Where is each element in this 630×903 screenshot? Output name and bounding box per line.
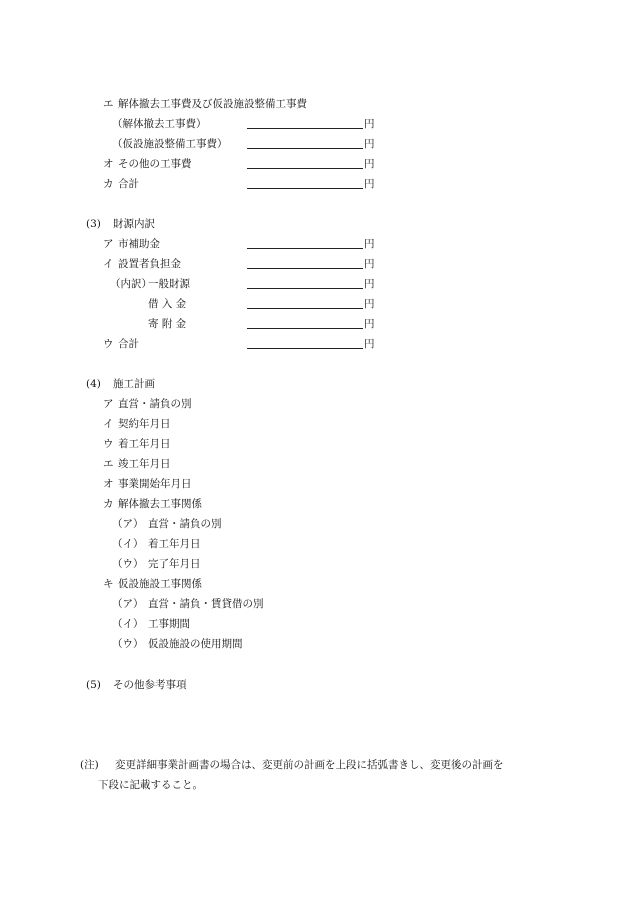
item-o-text: その他の工事費 bbox=[118, 158, 192, 170]
amount-blank-line bbox=[247, 248, 363, 249]
amount-blank-line bbox=[247, 188, 363, 189]
temporary-sub-label: （ア） bbox=[112, 598, 144, 610]
item-e-label: エ bbox=[103, 98, 114, 110]
yen-unit: 円 bbox=[364, 338, 375, 350]
plan-item-label: カ bbox=[103, 498, 114, 510]
temporary-sub-label: （イ） bbox=[112, 618, 144, 630]
breakdown-donations: 寄 附 金 bbox=[148, 318, 187, 330]
item-a-label: ア bbox=[103, 238, 114, 250]
amount-blank-line bbox=[247, 308, 363, 309]
amount-blank-line bbox=[247, 328, 363, 329]
amount-field-city-subsidy[interactable] bbox=[247, 237, 375, 251]
yen-unit: 円 bbox=[364, 178, 375, 190]
amount-field-other-works[interactable] bbox=[247, 157, 375, 171]
section5-heading: その他参考事項 bbox=[113, 679, 187, 691]
amount-blank-line bbox=[247, 128, 363, 129]
section3-number: (3) bbox=[86, 218, 101, 230]
amount-blank-line bbox=[247, 268, 363, 269]
item-u-text: 合計 bbox=[118, 338, 139, 350]
demolition-sub-label: （ア） bbox=[112, 518, 144, 530]
section4-heading: 施工計画 bbox=[113, 378, 155, 390]
yen-unit: 円 bbox=[364, 298, 375, 310]
yen-unit: 円 bbox=[364, 138, 375, 150]
plan-item-label: エ bbox=[103, 458, 114, 470]
item-e-text: 解体撤去工事費及び仮設施設整備工事費 bbox=[118, 98, 307, 110]
item-e-sub-temporary: （仮設施設整備工事費） bbox=[112, 138, 228, 150]
section4-number: (4) bbox=[86, 378, 101, 390]
item-ka-text: 合計 bbox=[118, 178, 139, 190]
amount-blank-line bbox=[247, 148, 363, 149]
amount-field-demolition[interactable] bbox=[247, 117, 375, 131]
amount-blank-line bbox=[247, 288, 363, 289]
note-line-2: 下段に記載すること。 bbox=[98, 779, 203, 791]
amount-field-temporary[interactable] bbox=[247, 137, 375, 151]
plan-item-label: オ bbox=[103, 478, 114, 490]
yen-unit: 円 bbox=[364, 238, 375, 250]
plan-item-label: ア bbox=[103, 398, 114, 410]
yen-unit: 円 bbox=[364, 258, 375, 270]
amount-field-founder-burden[interactable] bbox=[247, 257, 375, 271]
amount-field-loans[interactable] bbox=[247, 297, 375, 311]
item-a-text: 市補助金 bbox=[118, 238, 160, 250]
plan-item-text: 直営・請負の別 bbox=[118, 398, 192, 410]
demolition-sub-label: （イ） bbox=[112, 538, 144, 550]
section3-heading: 財源内訳 bbox=[113, 218, 155, 230]
amount-blank-line bbox=[247, 348, 363, 349]
plan-item-ki-text: 仮設施設工事関係 bbox=[118, 578, 202, 590]
plan-item-label: イ bbox=[103, 418, 114, 430]
amount-field-total-funding[interactable] bbox=[247, 337, 375, 351]
note-label: (注) bbox=[80, 759, 99, 771]
item-e-sub-demolition: （解体撤去工事費） bbox=[112, 118, 207, 130]
temporary-sub-text: 仮設施設の使用期間 bbox=[148, 638, 243, 650]
plan-item-text: 契約年月日 bbox=[118, 418, 171, 430]
temporary-sub-label: （ウ） bbox=[112, 638, 144, 650]
plan-item-text: 着工年月日 bbox=[118, 438, 171, 450]
demolition-sub-label: （ウ） bbox=[112, 558, 144, 570]
plan-item-ki-label: キ bbox=[103, 578, 114, 590]
amount-field-donations[interactable] bbox=[247, 317, 375, 331]
breakdown-label: （内訳） bbox=[110, 278, 152, 290]
demolition-sub-text: 直営・請負の別 bbox=[148, 518, 222, 530]
amount-blank-line bbox=[247, 168, 363, 169]
yen-unit: 円 bbox=[364, 278, 375, 290]
temporary-sub-text: 工事期間 bbox=[148, 618, 190, 630]
yen-unit: 円 bbox=[364, 318, 375, 330]
plan-item-text: 解体撤去工事関係 bbox=[118, 498, 202, 510]
demolition-sub-text: 着工年月日 bbox=[148, 538, 201, 550]
item-u-label: ウ bbox=[103, 338, 114, 350]
demolition-sub-text: 完了年月日 bbox=[148, 558, 201, 570]
item-o-label: オ bbox=[103, 158, 114, 170]
temporary-sub-text: 直営・請負・賃貸借の別 bbox=[148, 598, 264, 610]
breakdown-loans: 借 入 金 bbox=[148, 298, 187, 310]
yen-unit: 円 bbox=[364, 158, 375, 170]
section5-number: (5) bbox=[86, 679, 101, 691]
yen-unit: 円 bbox=[364, 118, 375, 130]
item-i-text: 設置者負担金 bbox=[118, 258, 181, 270]
amount-field-total-works[interactable] bbox=[247, 177, 375, 191]
plan-item-text: 竣工年月日 bbox=[118, 458, 171, 470]
item-ka-label: カ bbox=[103, 178, 114, 190]
plan-item-label: ウ bbox=[103, 438, 114, 450]
breakdown-general-funds: 一般財源 bbox=[148, 278, 190, 290]
amount-field-general-funds[interactable] bbox=[247, 277, 375, 291]
note-line-1: 変更詳細事業計画書の場合は、変更前の計画を上段に括弧書きし、変更後の計画を bbox=[115, 759, 504, 771]
plan-item-text: 事業開始年月日 bbox=[118, 478, 192, 490]
item-i-label: イ bbox=[103, 258, 114, 270]
